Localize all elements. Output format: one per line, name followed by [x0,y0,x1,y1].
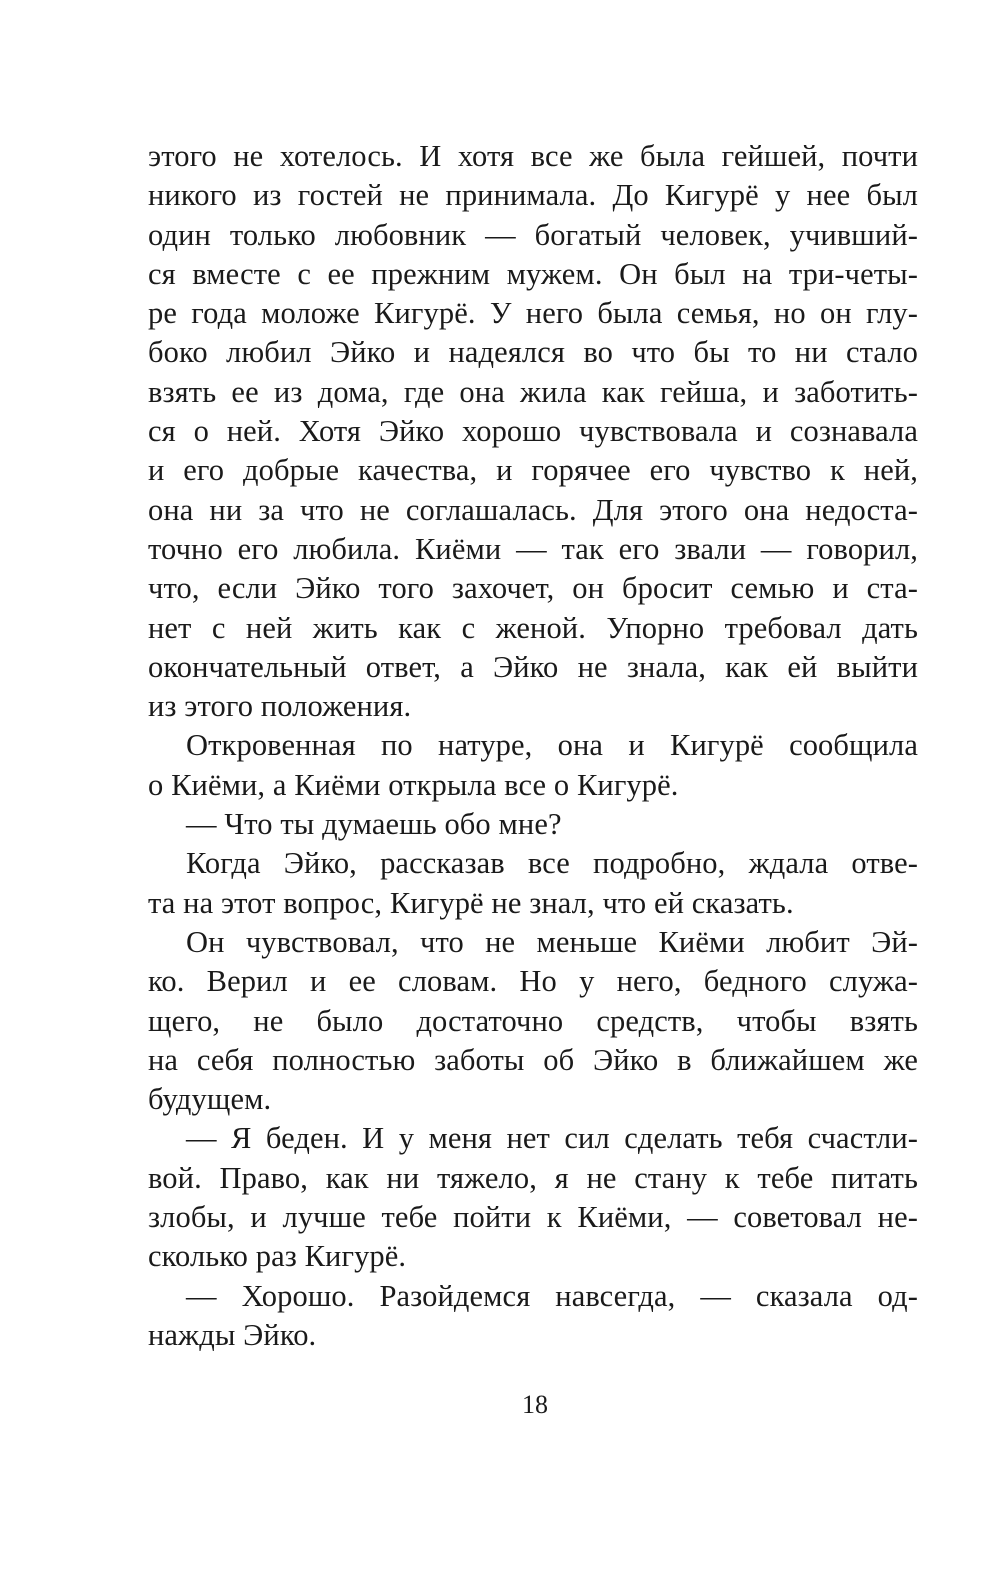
text-line-3: один только любовник — богатый человек, учивший- [148,217,918,252]
text-line-1: этого не хотелось. И хотя все же была гейшей, почти [148,139,918,173]
text-line-22: ко. Верил и ее словам. Но у него, бедного служа- [148,964,918,999]
text-line-15: из этого положения. [148,689,412,724]
text-line-11: точно его любила. Киёми — так его звали — говорил, [148,531,918,566]
text-line-14: окончательный ответ, а Эйко не знала, как ей выйти [148,649,918,684]
text-line-25: будущем. [148,1082,272,1117]
text-line-6: боко любил Эйко и надеялся во что бы то ни стало [148,335,918,370]
text-line-12: что, если Эйко того захочет, он бросит семью и ста- [148,571,918,606]
text-line-21: Он чувствовал, что не меньше Киёми любит Эй- [186,924,918,959]
text-line-13: нет с ней жить как с женой. Упорно требовал дать [148,610,918,645]
text-line-2: никого из гостей не принимала. До Кигурё у нее был [148,178,918,213]
text-line-26: — Я беден. И у меня нет сил сделать тебя счастли- [186,1121,918,1156]
text-line-28: злобы, и лучше тебе пойти к Киёми, — советовал не- [148,1200,918,1235]
text-line-9: и его добрые качества, и горячее его чувство к ней, [148,453,918,488]
text-line-17: о Киёми, а Киёми открыла все о Кигурё. [148,767,679,802]
body-text [148,137,918,1355]
text-line-23: щего, не было достаточно средств, чтобы взять [148,1003,918,1038]
text-line-24: на себя полностью заботы об Эйко в ближайшем же [148,1042,918,1077]
text-line-18: — Что ты думаешь обо мне? [186,807,562,842]
text-line-29: сколько раз Кигурё. [148,1239,407,1274]
text-line-30: — Хорошо. Разойдемся навсегда, — сказала од- [186,1278,918,1313]
text-line-19: Когда Эйко, рассказав все подробно, ждала отве- [186,846,918,881]
text-line-7: взять ее из дома, где она жила как гейша, и заботить- [148,374,918,409]
text-line-10: она ни за что не соглашалась. Для этого она недоста- [148,492,918,527]
text-line-20: та на этот вопрос, Кигурё не знал, что ей сказать. [148,885,794,920]
page-number: 18 [522,1390,548,1419]
text-line-27: вой. Право, как ни тяжело, я не стану к тебе питать [148,1160,918,1195]
text-line-8: ся о ней. Хотя Эйко хорошо чувствовала и сознавала [148,414,918,449]
text-line-5: ре года моложе Кигурё. У него была семья, но он глу- [148,296,918,331]
text-line-4: ся вместе с ее прежним мужем. Он был на три-четы- [148,256,918,291]
text-line-16: Откровенная по натуре, она и Кигурё сообщила [186,728,918,763]
text-line-31: нажды Эйко. [148,1317,317,1352]
